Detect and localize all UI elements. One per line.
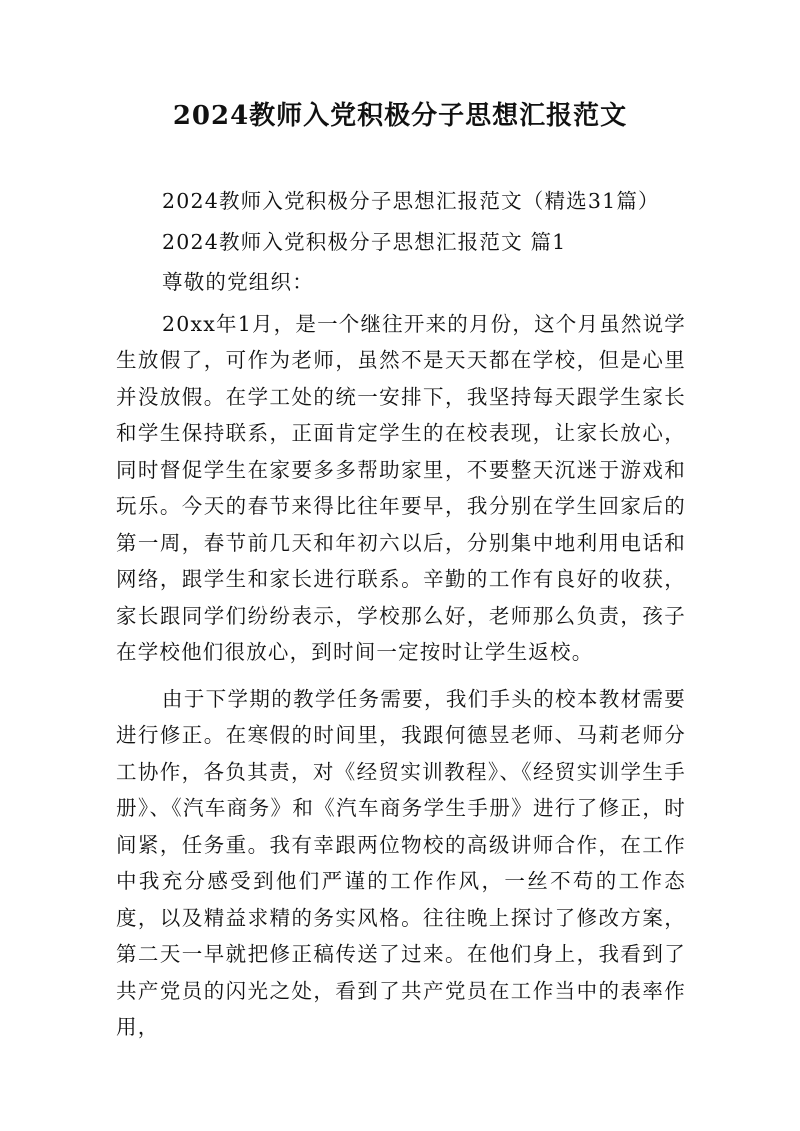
collection-title: 2024教师入党积极分子思想汇报范文（精选31篇） [162, 189, 660, 213]
document-title: 2024教师入党积极分子思想汇报范文 [172, 101, 628, 131]
body-paragraph-1: 20xx年1月，是一个继往开来的月份，这个月虽然说学生放假了，可作为老师，虽然不是天天都在学校，但是心里并没放假。在学工处的统一安排下，我坚持每天跟学生家长和学生保持联系，正面肯定学生的在校表现，让家长放心，同时督促学生在家要多多帮助家里，不要整天沉迷于游戏和玩乐。今天的春节来得比往年要早，我分别在学生回家后的第一周，春节前几天和年初六以后，分别集中地利用电话和网络，跟学生和家长进行联系。辛勤的工作有良好的收获，家长跟同学们纷纷表示，学校那么好，老师那么负责，孩子在学校他们很放心，到时间一定按时让学生返校。 [116, 311, 686, 664]
document-body [116, 183, 686, 1046]
body-paragraph-2: 由于下学期的教学任务需要，我们手头的校本教材需要进行修正。在寒假的时间里，我跟何德昱老师、马莉老师分工协作，各负其责，对《经贸实训教程》、《经贸实训学生手册》、《汽车商务》和《汽车商务学生手册》进行了修正，时间紧，任务重。我有幸跟两位物校的高级讲师合作，在工作中我充分感受到他们严谨的工作作风，一丝不苟的工作态度，以及精益求精的务实风格。往往晚上探讨了修改方案，第二天一早就把修正稿传送了过来。在他们身上，我看到了共产党员的闪光之处，看到了共产党员在工作当中的表率作用， [116, 686, 686, 1039]
salutation: 尊敬的党组织： [162, 270, 314, 294]
section-heading: 2024教师入党积极分子思想汇报范文 篇1 [162, 229, 567, 254]
